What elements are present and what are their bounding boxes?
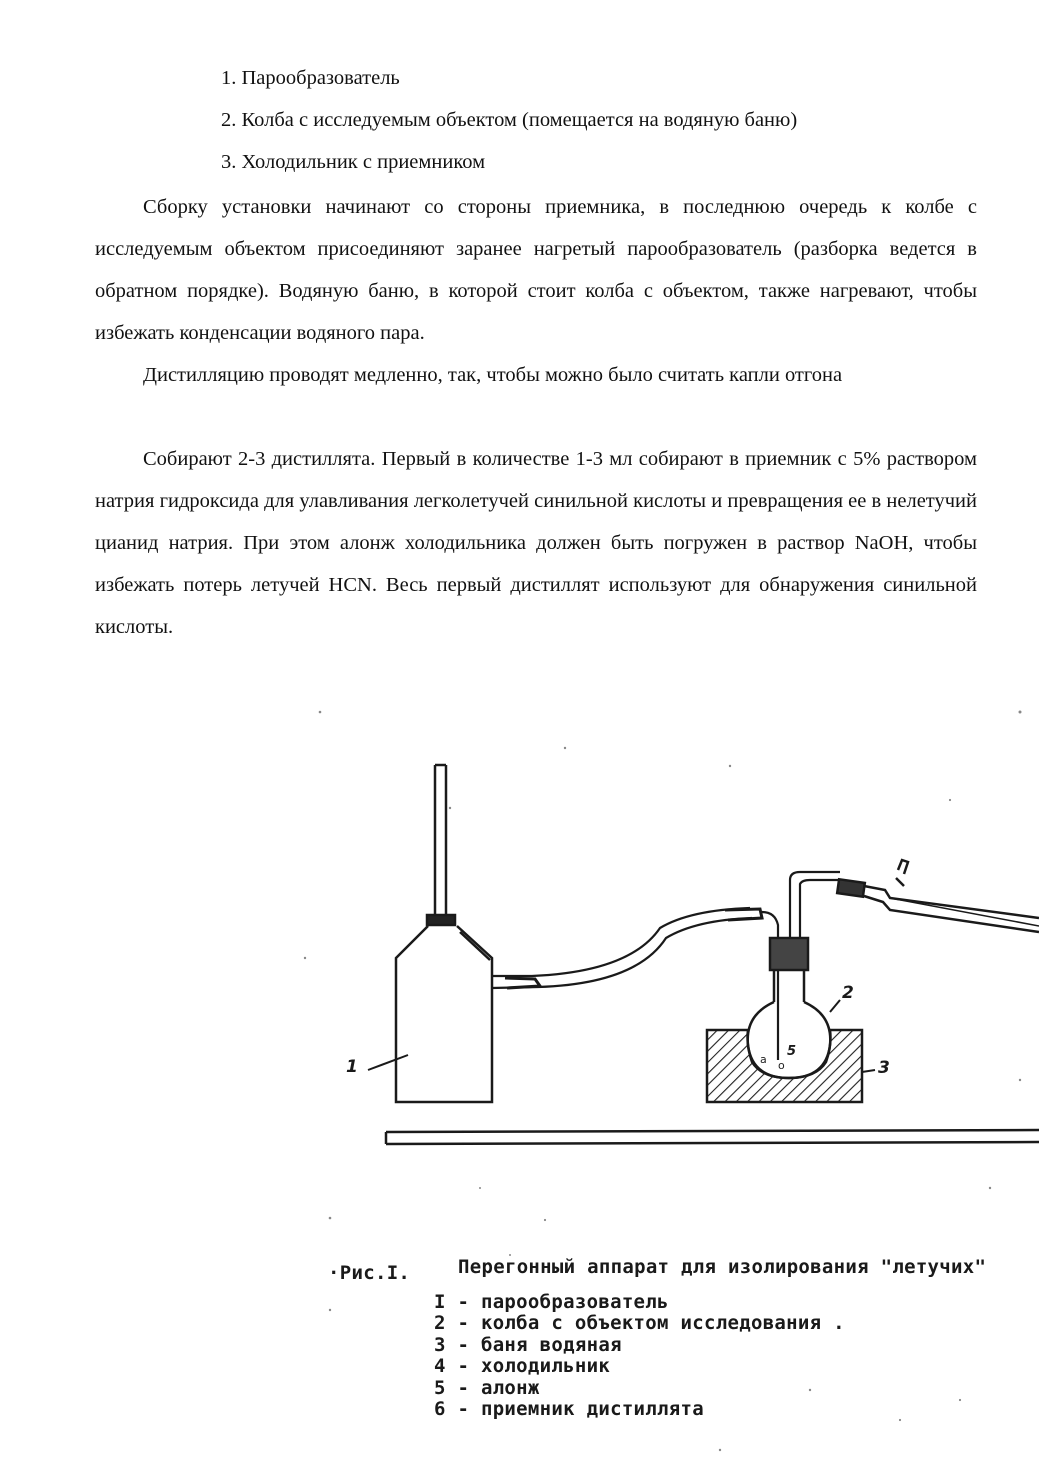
legend-item-1: I - парообразователь [434,1291,669,1313]
legend-item-2: 2 - колба с объектом исследования . [434,1312,845,1334]
label-5: 5 [787,1044,797,1059]
paragraph-collection: Собирают 2-3 дистиллята. Первый в количестве 1-3 мл собирают в приемник с 5% раствором натрия гидроксида для улавливания легколетучей синильной кислоты и превращения ее в нелетучий цианид натрия. При этом алонж холодильника должен быть погружен в раствор NaOH, чтобы избежать потерь летучей HCN. Весь первый дистиллят используют для обнаружения синильной кислоты. [95,448,977,638]
bench [386,1130,1039,1144]
scan-speckles [304,711,1022,1452]
list-item-3: 3. Холодильник с приемником [221,151,486,173]
legend-item-5: 5 - алонж [434,1377,540,1399]
legend-item-6: 6 - приемник дистиллята [434,1398,704,1420]
label-2: 2 [842,983,854,1003]
label-1: 1 [346,1057,358,1077]
label-pointers [368,1000,875,1072]
apparatus-drawing [300,700,1039,1471]
paragraph-distillation: Дистилляцию проводят медленно, так, чтобы можно было считать капли отгона [143,364,843,386]
list-item-2: 2. Колба с исследуемым объектом (помещается на водяную баню) [221,109,798,131]
steam-hose [492,908,762,988]
legend-item-3: 3 - баня водяная [434,1334,622,1356]
paragraph-assembly: Сборку установки начинают со стороны приемника, в последнюю очередь к колбе с исследуемым объектом присоединяют заранее нагретый парообразователь (разборка ведется в обратном порядке). Водяную баню, в которой стоит колба с объектом, также нагревают, чтобы избежать конденсации водяного пара. [95,196,977,344]
legend-item-4: 4 - холодильник [434,1355,611,1377]
condenser [837,860,1039,932]
figure-caption-title: Перегонный аппарат для изолирования "летучих" [458,1256,987,1278]
figure-caption-prefix: ·Рис.I. [328,1262,411,1284]
label-3: 3 [878,1058,890,1078]
figure-distillation-apparatus [300,700,1039,1471]
svg-text:o: o [778,1059,785,1072]
steam-generator [396,765,492,1102]
svg-text:a: a [760,1053,767,1066]
list-item-1: 1. Парообразователь [221,67,400,89]
